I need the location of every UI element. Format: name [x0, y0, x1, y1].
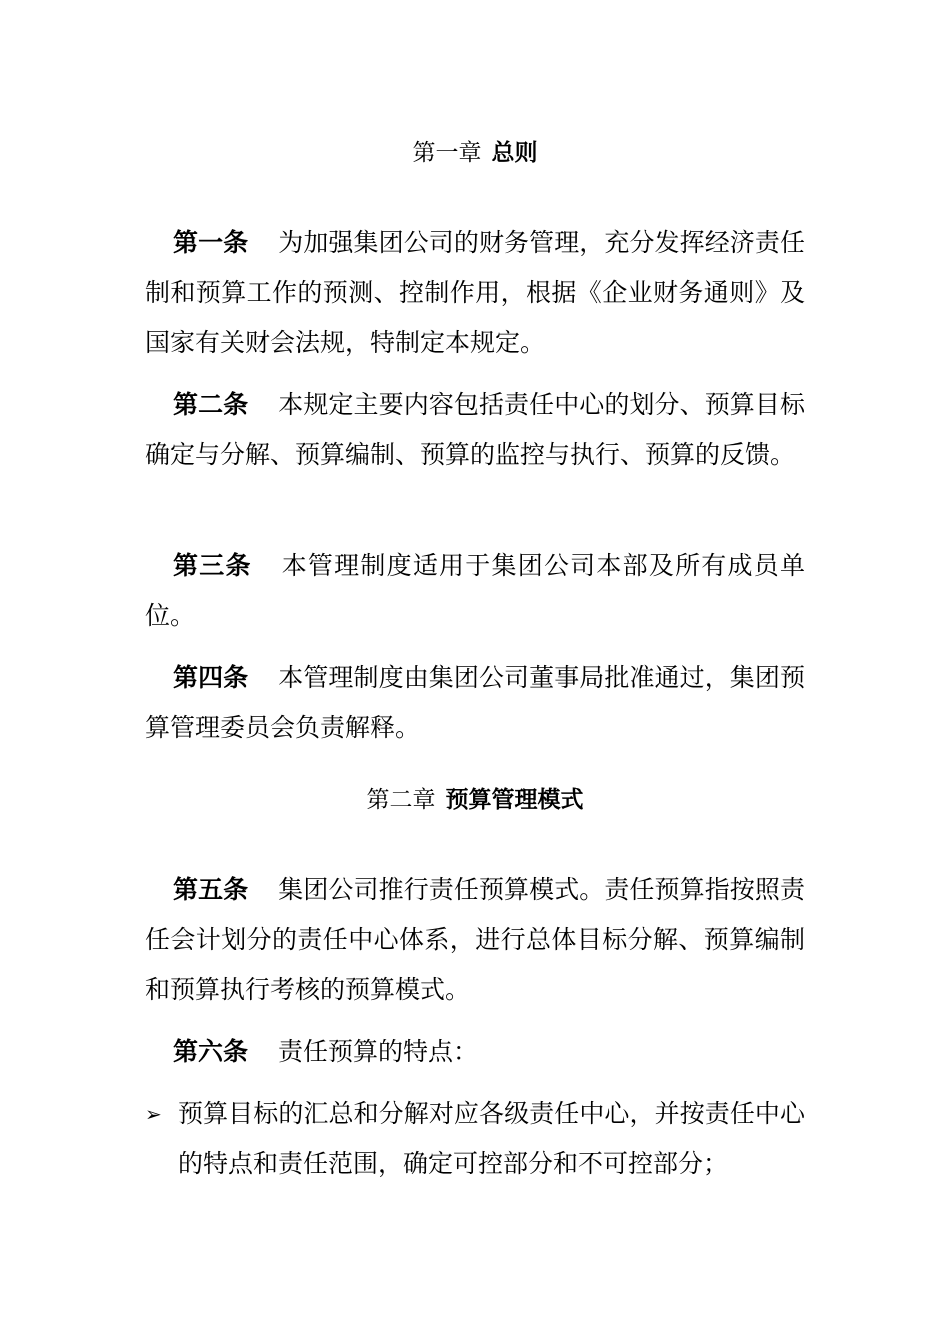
article-4	[145, 653, 805, 753]
article-text: 本管理制度由集团公司董事局批准通过，集团预算管理委员会负责解释。	[145, 663, 805, 742]
article-text: 本管理制度适用于集团公司本部及所有成员单位。	[145, 551, 805, 630]
chapter-heading-2	[0, 785, 950, 815]
article-text: 为加强集团公司的财务管理，充分发挥经济责任制和预算工作的预测、控制作用，根据《企业财务通则》及国家有关财会法规，特制定本规定。	[145, 228, 805, 357]
article-text: 本规定主要内容包括责任中心的划分、预算目标确定与分解、预算编制、预算的监控与执行、预算的反馈。	[145, 390, 805, 469]
arrow-bullet-icon: ➢	[145, 1102, 162, 1126]
article-5	[145, 865, 805, 1015]
article-text: 责任预算的特点：	[278, 1037, 479, 1066]
article-label: 第一条	[173, 228, 249, 257]
article-2	[145, 380, 805, 480]
article-label: 第六条	[173, 1037, 249, 1066]
article-label: 第三条	[173, 551, 252, 580]
article-label: 第五条	[173, 875, 249, 904]
chapter-number: 第二章	[366, 787, 436, 813]
chapter-heading-1	[0, 138, 950, 168]
article-label: 第二条	[173, 390, 249, 419]
list-item	[145, 1089, 805, 1189]
chapter-title: 预算管理模式	[445, 787, 584, 813]
article-3	[145, 541, 805, 641]
article-text: 集团公司推行责任预算模式。责任预算指按照责任会计划分的责任中心体系，进行总体目标分解、预算编制和预算执行考核的预算模式。	[145, 875, 805, 1004]
chapter-number: 第一章	[412, 140, 482, 166]
chapter-title: 总则	[491, 140, 538, 166]
article-label: 第四条	[173, 663, 249, 692]
list-item-text: 预算目标的汇总和分解对应各级责任中心，并按责任中心的特点和责任范围，确定可控部分和不可控部分；	[178, 1099, 805, 1178]
article-1	[145, 218, 805, 368]
article-6	[145, 1027, 805, 1077]
